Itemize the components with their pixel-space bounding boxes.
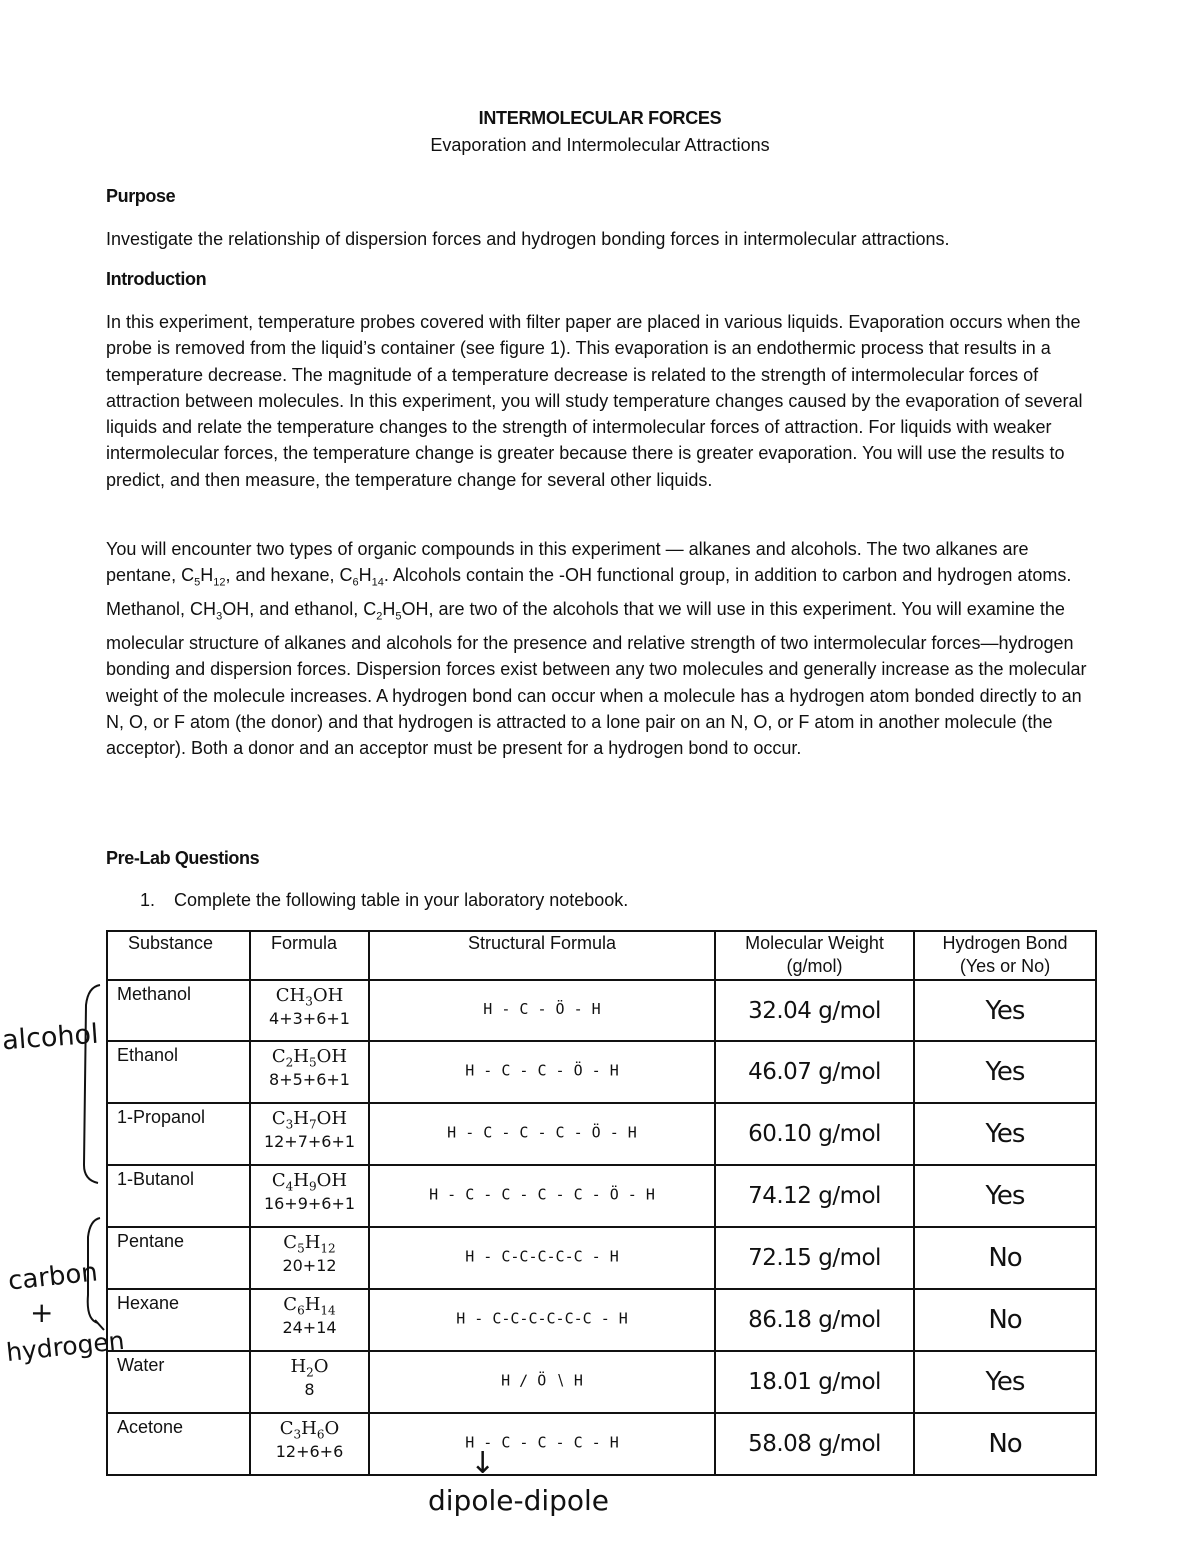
table-row <box>107 1103 1096 1165</box>
alcohol-brace <box>84 985 100 1183</box>
mass-calc-text: 8 <box>304 1379 315 1399</box>
mass-calc-text: 8+5+6+1 <box>269 1069 350 1089</box>
substance-cell: Methanol <box>107 980 250 1041</box>
structural-formula-cell <box>369 1289 715 1351</box>
introduction-heading: Introduction <box>106 269 207 289</box>
structural-formula-cell <box>369 980 715 1041</box>
structural-formula-drawing <box>370 1042 714 1099</box>
molecular-weight-cell <box>715 1103 914 1165</box>
table-header-row <box>107 931 1096 980</box>
hydrogen-bond-value: No <box>988 1429 1022 1459</box>
formula-text: $C_3H_7OH$ <box>271 1108 348 1132</box>
molecular-weight-value: 58.08 g/mol <box>748 1431 881 1457</box>
hydrogen-bond-cell <box>914 1289 1096 1351</box>
mass-calc-text: 12+7+6+1 <box>263 1131 356 1151</box>
molecular-weight-value: 46.07 g/mol <box>748 1059 881 1085</box>
header-substance: Substance <box>107 931 250 980</box>
structural-formula-cell <box>369 1351 715 1413</box>
intro-p1-text: In this experiment, temperature probes covered with filter paper are placed in various liquids. Evaporation occurs when the probe is removed from the liquid’s container (see figure 1). This evaporation is an endothermic process that results in a temperature decrease. The magnitude of a temperature decrease is related to the strength of intermolecular forces of attraction between molecules. In this experiment, you will study temperature changes caused by the evaporation of several liquids and relate the temperature changes to the strength of intermolecular forces of attraction. For liquids with weaker intermolecular forces, the temperature change is greater because there is greater evaporation. You will use the results to predict, and then measure, the temperature change for several other liquids. <box>106 312 1083 490</box>
hydrogen-bond-cell <box>914 1413 1096 1475</box>
structural-formula-text: H - C - C - C - C - Ö - H <box>429 1185 655 1204</box>
structural-formula-text: H - C-C-C-C-C - H <box>465 1247 619 1266</box>
formula-text: $CH_3OH$ <box>275 985 344 1009</box>
table-row <box>107 1413 1096 1475</box>
table-row <box>107 1227 1096 1289</box>
table-row <box>107 1351 1096 1413</box>
structural-formula-drawing <box>370 1414 714 1471</box>
purpose-heading: Purpose <box>106 186 176 206</box>
molecular-weight-cell <box>715 1289 914 1351</box>
hydrogen-bond-value: Yes <box>985 1367 1025 1397</box>
molecular-weight-value: 18.01 g/mol <box>748 1369 881 1395</box>
structural-formula-text: H - C - Ö - H <box>483 1000 601 1018</box>
structural-formula-text: H - C - C - C - Ö - H <box>447 1123 637 1142</box>
structural-formula-text: H ∕ Ö ∖ H <box>501 1371 583 1390</box>
formula-text: $C_3H_6O$ <box>279 1418 340 1442</box>
substance-cell: 1-Propanol <box>107 1103 250 1165</box>
substance-cell: Ethanol <box>107 1041 250 1103</box>
molecular-weight-cell <box>715 1041 914 1103</box>
formula-cell <box>250 980 369 1041</box>
structural-formula-text: H - C - C - C - H <box>465 1433 619 1452</box>
hydrogen-bond-cell <box>914 980 1096 1041</box>
formula-text: $C_2H_5OH$ <box>271 1046 348 1070</box>
header-structural-formula: Structural Formula <box>369 931 715 980</box>
dipole-dipole-annotation: dipole-dipole <box>428 1484 610 1517</box>
hydrogen-bond-cell <box>914 1165 1096 1227</box>
carbon-annotation: carbon <box>6 1257 100 1297</box>
hydrogen-annotation: hydrogen <box>4 1325 126 1368</box>
molecular-weight-value: 86.18 g/mol <box>748 1307 881 1333</box>
question-1-number: 1. <box>140 890 156 910</box>
question-1-text: Complete the following table in your laboratory notebook. <box>174 890 629 910</box>
hydrogen-bond-value: Yes <box>985 1057 1025 1087</box>
formula-cell <box>250 1413 369 1475</box>
structural-formula-drawing <box>370 1228 714 1285</box>
formula-cell <box>250 1165 369 1227</box>
formula-text: $H_2O$ <box>290 1356 329 1380</box>
table-row <box>107 1165 1096 1227</box>
formula-cell <box>250 1041 369 1103</box>
mass-calc-text: 24+14 <box>282 1317 337 1337</box>
structural-formula-cell <box>369 1413 715 1475</box>
hydrogen-bond-value: No <box>988 1305 1022 1335</box>
structural-formula-drawing <box>370 1104 714 1161</box>
formula-cell <box>250 1103 369 1165</box>
hydrogen-bond-value: Yes <box>985 1119 1025 1149</box>
formula-text: $C_4H_9OH$ <box>271 1170 348 1194</box>
hydrogen-bond-value: No <box>988 1243 1022 1273</box>
hydrogen-bond-cell <box>914 1041 1096 1103</box>
molecules-table <box>106 930 1097 1476</box>
molecular-weight-cell <box>715 1351 914 1413</box>
hydrogen-bond-cell <box>914 1103 1096 1165</box>
page-title: INTERMOLECULAR FORCES <box>478 108 722 128</box>
mass-calc-text: 12+6+6 <box>275 1441 344 1461</box>
arrow-down-icon: ↓ <box>470 1446 496 1481</box>
formula-cell <box>250 1351 369 1413</box>
hydrogen-bond-value: Yes <box>985 1181 1025 1211</box>
structural-formula-cell <box>369 1103 715 1165</box>
structural-formula-drawing <box>370 1166 714 1223</box>
hydrogen-bond-cell <box>914 1351 1096 1413</box>
introduction-paragraph-2: You will encounter two types of organic compounds in this experiment — alkanes and alcohols. The two alkanes are pentane, $C_5H_{12}$, and hexane, $C_6H_{14}$. Alcohols contain the -OH functional group, in addition to carbon and hydrogen atoms. Methanol, $CH_3OH$, and ethanol, $C_2H_5OH$, are two of the alcohols that we will use in this experiment. You will examine the molecular structure of alkanes and alcohols for the presence and relative strength of two intermolecular forces—hydrogen bonding and dispersion forces. Dispersion forces exist between any two molecules and generally increase as the molecular weight of the molecule increases. A hydrogen bond can occur when a molecule has a hydrogen atom bonded directly to an N, O, or F atom (the donor) and that hydrogen is attracted to a lone pair on an N, O, or F atom in another molecule (the acceptor). Both a donor and an acceptor must be present for a hydrogen bond to occur. <box>106 539 1087 759</box>
structural-formula-cell <box>369 1165 715 1227</box>
molecular-weight-cell <box>715 980 914 1041</box>
molecular-weight-value: 74.12 g/mol <box>748 1183 881 1209</box>
structural-formula-cell <box>369 1227 715 1289</box>
purpose-text: Investigate the relationship of dispersion forces and hydrogen bonding forces in intermolecular attractions. <box>106 229 950 249</box>
substance-cell: Acetone <box>107 1413 250 1475</box>
substance-cell: Water <box>107 1351 250 1413</box>
mass-calc-text: 20+12 <box>282 1255 337 1275</box>
table-row <box>107 1289 1096 1351</box>
header-molecular-weight: Molecular Weight (g/mol) <box>715 931 914 980</box>
hydrogen-bond-value: Yes <box>985 995 1025 1026</box>
formula-text: $C_6H_{14}$ <box>283 1294 336 1318</box>
substance-cell: Hexane <box>107 1289 250 1351</box>
formula-text: $C_5H_{12}$ <box>283 1232 336 1256</box>
header-formula: Formula <box>250 931 369 980</box>
molecular-weight-value: 72.15 g/mol <box>748 1245 881 1271</box>
structural-formula-drawing <box>370 981 714 1037</box>
structural-formula-drawing <box>370 1352 714 1409</box>
prelab-heading: Pre-Lab Questions <box>106 848 260 868</box>
hydrogen-bond-cell <box>914 1227 1096 1289</box>
mass-calc-text: 16+9+6+1 <box>263 1193 356 1213</box>
molecular-weight-value: 60.10 g/mol <box>748 1121 881 1147</box>
alcohol-annotation: alcohol <box>1 1018 100 1057</box>
molecular-weight-cell <box>715 1165 914 1227</box>
molecular-weight-cell <box>715 1413 914 1475</box>
molecular-weight-value: 32.04 g/mol <box>748 997 881 1024</box>
structural-formula-text: H - C - C - Ö - H <box>465 1061 619 1080</box>
formula-cell <box>250 1227 369 1289</box>
mass-calc-text: 4+3+6+1 <box>269 1008 350 1028</box>
header-hydrogen-bond: Hydrogen Bond (Yes or No) <box>914 931 1096 980</box>
table-row <box>107 980 1096 1041</box>
plus-annotation: + <box>30 1296 54 1329</box>
table-row <box>107 1041 1096 1103</box>
structural-formula-drawing <box>370 1290 714 1347</box>
substance-cell: 1-Butanol <box>107 1165 250 1227</box>
structural-formula-cell <box>369 1041 715 1103</box>
structural-formula-text: H - C-C-C-C-C-C - H <box>456 1309 628 1328</box>
introduction-paragraph-1 <box>106 309 1101 493</box>
substance-cell: Pentane <box>107 1227 250 1289</box>
formula-cell <box>250 1289 369 1351</box>
molecular-weight-cell <box>715 1227 914 1289</box>
page-subtitle: Evaporation and Intermolecular Attractions <box>430 135 770 155</box>
question-1 <box>140 890 628 911</box>
